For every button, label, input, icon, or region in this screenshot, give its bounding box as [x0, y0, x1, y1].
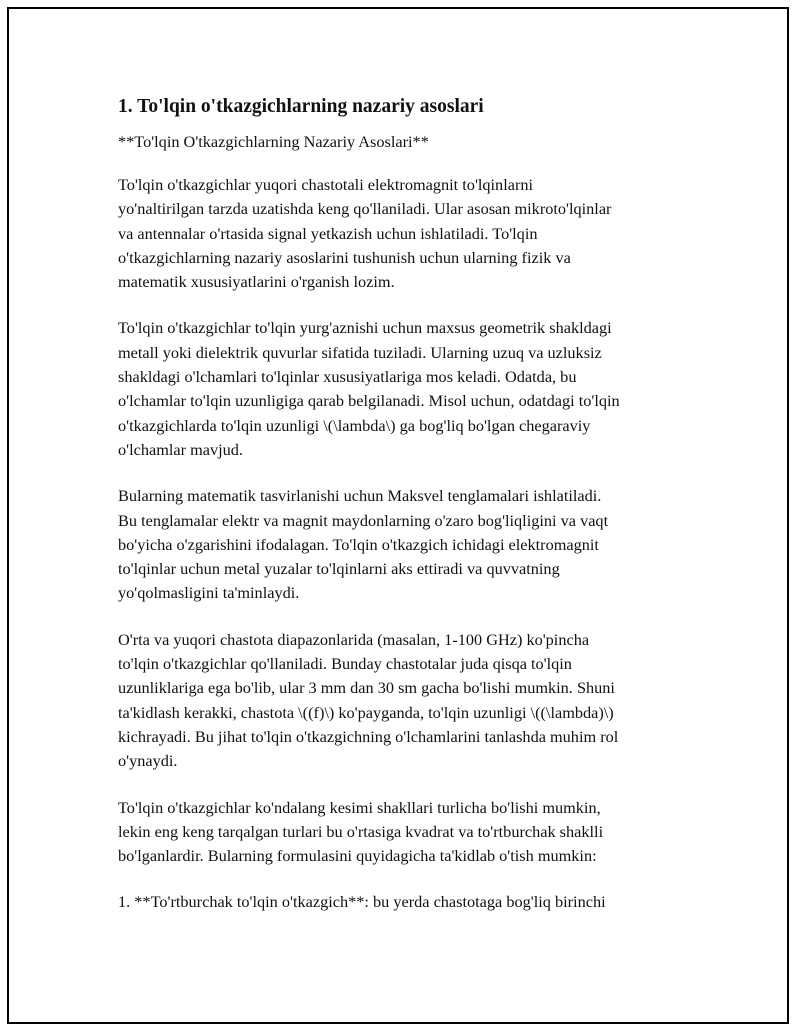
document-subtitle: **To'lqin O'tkazgichlarning Nazariy Asoslari**	[118, 132, 429, 151]
document-title: 1. To'lqin o'tkazgichlarning nazariy asoslari	[118, 96, 484, 117]
paragraph	[118, 173, 698, 294]
text-line: kichrayadi. Bu jihat to'lqin o'tkazgichning o'lchamlarini tanlashda muhim rol	[118, 726, 619, 746]
text-line: yo'qolmasligini ta'minlaydi.	[118, 583, 300, 603]
paragraph	[118, 484, 698, 605]
text-line: Bularning matematik tasvirlanishi uchun Maksvel tenglamalari ishlatiladi.	[118, 486, 602, 506]
text-line: To'lqin o'tkazgichlar yuqori chastotali elektromagnit to'lqinlarni	[118, 175, 534, 194]
paragraph	[118, 796, 698, 869]
paragraph	[118, 316, 698, 462]
text-line: Bu tenglamalar elektr va magnit maydonlarning o'zaro bog'liqligini va vaqt	[118, 510, 609, 530]
text-line: shakldagi o'lchamlari to'lqinlar xususiyatlariga mos keladi. Odatda, bu	[118, 367, 577, 387]
text-line: O'rta va yuqori chastota diapazonlarida (masalan, 1-100 GHz) ko'pincha	[118, 629, 590, 649]
text-line: lekin eng keng tarqalgan turlari bu o'rtasiga kvadrat va to'rtburchak shaklli	[118, 821, 604, 841]
text-line: 1. **To'rtburchak to'lqin o'tkazgich**: bu yerda chastotaga bog'liq birinchi	[118, 892, 606, 912]
text-line: uzunliklariga ega bo'lib, ular 3 mm dan 30 sm gacha bo'lishi mumkin. Shuni	[118, 678, 615, 698]
paragraph	[118, 628, 698, 774]
text-line: o'lchamlar to'lqin uzunligiga qarab belgilanadi. Misol uchun, odatdagi to'lqin	[118, 391, 620, 411]
text-line: bo'yicha o'zgarishini ifodalagan. To'lqin o'tkazgich ichidagi elektromagnit	[118, 534, 599, 554]
text-line: o'lchamlar mavjud.	[118, 439, 244, 459]
text-line: to'lqin o'tkazgichlar qo'llaniladi. Bunday chastotalar juda qisqa to'lqin	[118, 654, 572, 674]
text-line: ta'kidlash kerakki, chastota \((f)\) ko'payganda, to'lqin uzunligi \((\lambda)\)	[118, 702, 614, 722]
text-line: bo'lganlardir. Bularning formulasini quyidagicha ta'kidlab o'tish mumkin:	[118, 846, 597, 866]
text-line: to'lqinlar uchun metal yuzalar to'lqinlarni aks ettiradi va quvvatning	[118, 559, 560, 579]
text-line: metall yoki dielektrik quvurlar sifatida tuziladi. Ularning uzuq va uzluksiz	[118, 342, 602, 362]
text-line: o'ynaydi.	[118, 751, 178, 771]
text-line: o'tkazgichlarda to'lqin uzunligi \(\lambda\) ga bog'liq bo'lgan chegaraviy	[118, 415, 591, 435]
text-line: To'lqin o'tkazgichlar to'lqin yurg'aznishi uchun maxsus geometrik shakldagi	[118, 318, 612, 338]
text-line: matematik xususiyatlarini o'rganish lozim.	[118, 272, 395, 292]
text-line: To'lqin o'tkazgichlar ko'ndalang kesimi shakllari turlicha bo'lishi mumkin,	[118, 797, 601, 817]
paragraph	[118, 890, 698, 914]
text-line: va antennalar o'rtasida signal yetkazish uchun ishlatiladi. To'lqin	[118, 223, 538, 243]
document-body	[118, 93, 698, 937]
text-line: o'tkazgichlarning nazariy asoslarini tushunish uchun ularning fizik va	[118, 247, 571, 267]
text-line: yo'naltirilgan tarzda uzatishda keng qo'llaniladi. Ular asosan mikroto'lqinlar	[118, 199, 612, 219]
